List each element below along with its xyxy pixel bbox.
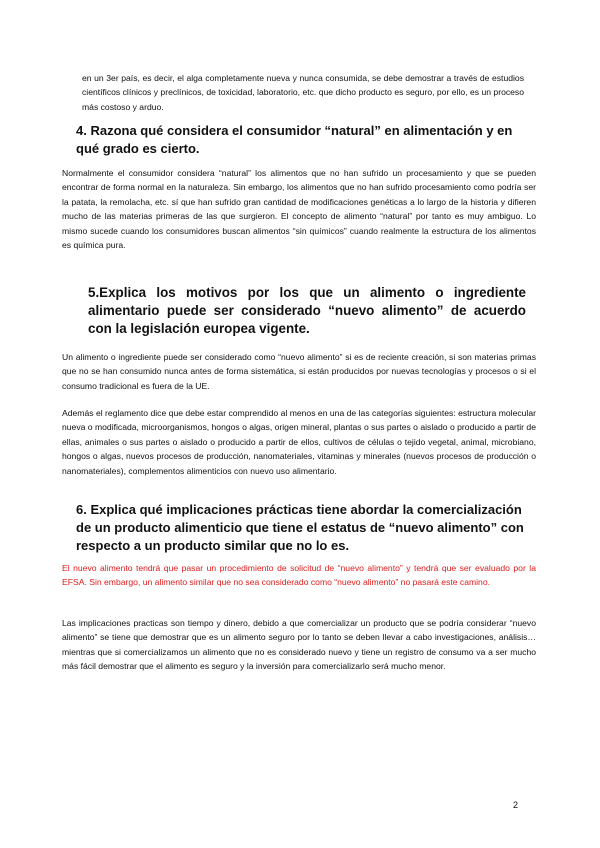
intro-paragraph: en un 3er país, es decir, el alga completamente nueva y nunca consumida, se debe demostrar a través de estudios científicos clínicos y preclínicos, de toxicidad, laboratorio, etc. que dicho producto es seguro, por ello, es un proceso más costoso y arduo. <box>82 73 524 112</box>
question-6-answer-2: Las implicaciones practicas son tiempo y dinero, debido a que comercializar un producto que se podría considerar “nuevo alimento” se tiene que demostrar que es un alimento seguro por lo tanto se deben llevar a cabo investigaciones, análisis… mientras que si comercializamos un alimento que no es considerado nuevo y tiene un registro de consumo va a ser mucho más fácil demostrar que el alimento es seguro y la inversión para comercializarlo será mucho menor. <box>62 618 536 672</box>
page-number: 2 <box>513 800 519 810</box>
question-4-answer: Normalmente el consumidor considera “natural” los alimentos que no han sufrido un procesamiento y que se pueden encontrar de forma normal en la naturaleza. Sin embargo, los alimentos que no han sufrido procesamiento como podría ser la patata, la remolacha, etc. sí que han sufrido gran cantidad de modificaciones genéticas a lo largo de la historia y difieren mucho de las materias primeras de las que surgieron. El concepto de alimento “natural” por tanto es muy ambiguo. Lo mismo sucede cuando los consumidores buscan alimentos “sin químicos” cuando realmente la estructura de los alimentos es química pura. <box>62 168 536 251</box>
question-6-answer-highlighted: El nuevo alimento tendrá que pasar un procedimiento de solicitud de “nuevo alimento” y tendrá que ser evaluado por la EFSA. Sin embargo, un alimento similar que no sea considerado como “nuevo alimento” no pasará este camino. <box>62 563 536 588</box>
question-4-heading: 4. Razona qué considera el consumidor “natural” en alimentación y en qué grado es cierto. <box>76 123 513 156</box>
question-5-answer-2: Además el reglamento dice que debe estar comprendido al menos en una de las categorías siguientes: estructura molecular nueva o modificada, microorganismos, hongos o algas, origen mineral, plantas o sus partes o aislado o producido a partir de ellas, animales o sus partes o aislado o producido a partir de ellos, cultivos de células o tejido vegetal, animal, microbiano, hongos o algas, nuevos procesos de producción, nanomateriales, vitaminas y minerales (nuevos procesos de producción o nanomateriales), complementos alimenticios con nuevo uso alimentario. <box>62 408 536 476</box>
question-5-answer-1: Un alimento o ingrediente puede ser considerado como “nuevo alimento” si es de reciente creación, si son materias primas que no se han consumido nunca antes de forma sistemática, si están producidos por nuevas tecnologías y procesos o si el consumo tradicional es fuera de la UE. <box>62 352 536 391</box>
question-5-heading: 5.Explica los motivos por los que un alimento o ingrediente alimentario puede ser considerado “nuevo alimento” de acuerdo con la legislación europea vigente. <box>88 285 526 336</box>
question-6-heading: 6. Explica qué implicaciones prácticas tiene abordar la comercialización de un producto alimenticio que tiene el estatus de “nuevo alimento” con respecto a un producto similar que no lo es. <box>76 502 524 553</box>
